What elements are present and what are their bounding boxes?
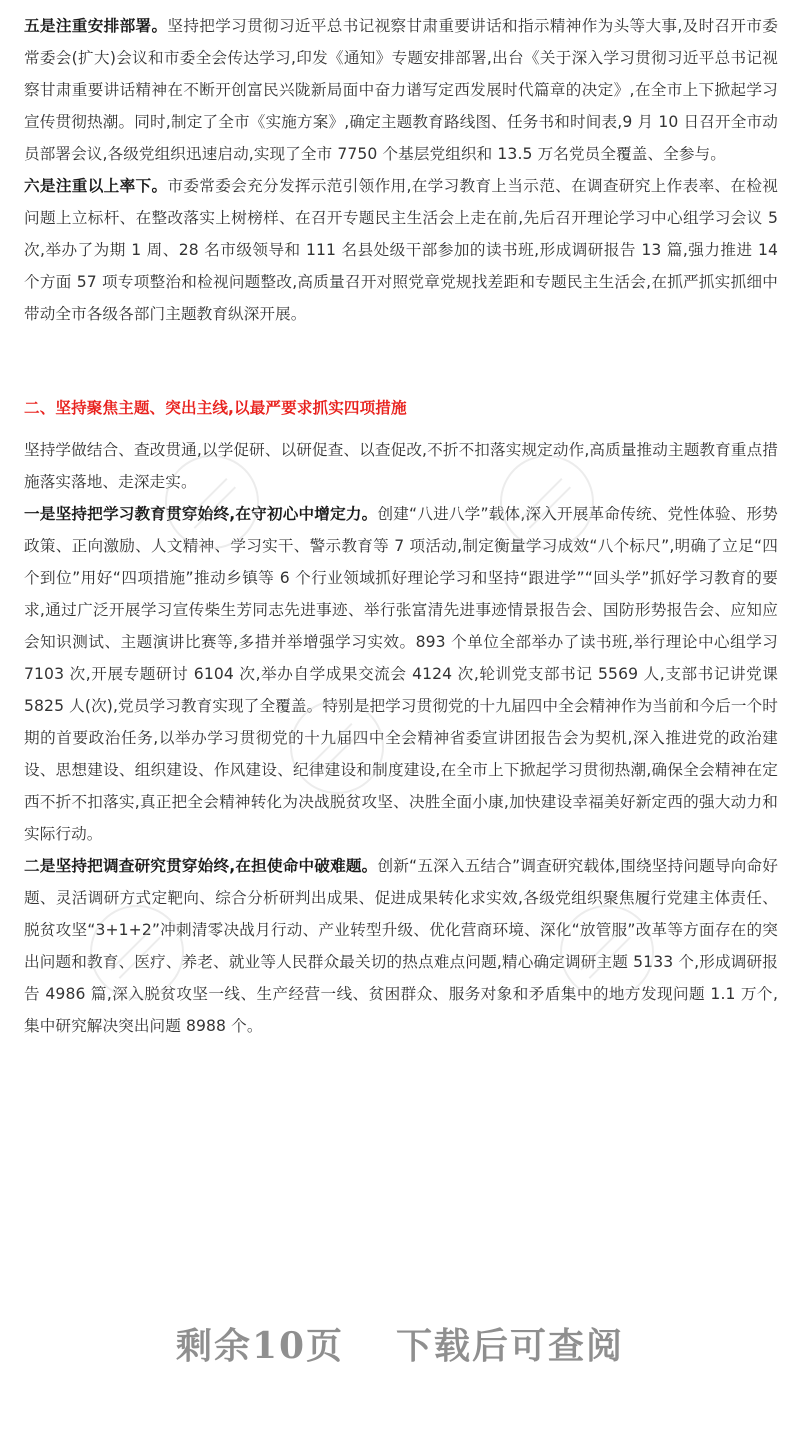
section-intro: 坚持学做结合、查改贯通,以学促研、以研促查、以查促改,不折不扣落实规定动作,高质量推动主题教育重点措施落实落地、走深走实。 (24, 441, 778, 491)
paragraph-text: 市委常委会充分发挥示范引领作用,在学习教育上当示范、在调查研究上作表率、在检视问题上立标杆、在整改落实上树榜样、在召开专题民主生活会上走在前,先后召开理论学习中心组学习会议 5 次,举办了为期 1 周、28 名市级领导和 111 名县处级干部参加的读书班,形成调研报告 13 篇,强力推进 14 个方面 57 项专项整治和检视问题整改,高质量召开对照党章党规找差距和专题民主生活会,在抓严抓实抓细中带动全市各级各部门主题教育纵深开展。 (24, 177, 779, 323)
paragraph-text: 创新“五深入五结合”调查研究载体,围绕坚持问题导向命好题、灵活调研方式定靶向、综合分析研判出成果、促进成果转化求实效,各级党组织聚焦履行党建主体责任、脱贫攻坚“3+1+2”冲刺清零决战月行动、产业转型升级、优化营商环境、深化“放管服”改革等方面存在的突出问题和教育、医疗、养老、就业等人民群众最关切的热点难点问题,精心确定调研主题 5133 个,形成调研报告 4986 篇,深入脱贫攻坚一线、生产经营一线、贫困群众、服务对象和矛盾集中的地方发现问题 1.1 万个,集中研究解决突出问题 8988 个。 (24, 857, 779, 1035)
paragraph-text: 坚持把学习贯彻习近平总书记视察甘肃重要讲话和指示精神作为头等大事,及时召开市委常委会(扩大)会议和市委全会传达学习,印发《通知》专题安排部署,出台《关于深入学习贯彻习近平总书记视察甘肃重要讲话精神在不断开创富民兴陇新局面中奋力谱写定西发展时代篇章的决定》,在全市上下掀起学习宣传贯彻热潮。同时,制定了全市《实施方案》,确定主题教育路线图、任务书和时间表,9 月 10 日召开全市动员部署会议,各级党组织迅速启动,实现了全市 7750 个基层党组织和 13.5 万名党员全覆盖、全参与。 (24, 17, 779, 163)
paragraph-item-6 (24, 170, 778, 330)
download-to-view-label: 下载后可查阅 (396, 1325, 625, 1367)
remaining-pages-label: 剩余10页 (175, 1325, 345, 1367)
paragraph-text: 创建“八进八学”载体,深入开展革命传统、党性体验、形势政策、正向激励、人文精神、学习实干、警示教育等 7 项活动,制定衡量学习成效“八个标尺”,明确了立足“四个到位”用好“四项措施”推动乡镇等 6 个行业领域抓好理论学习和坚持“跟进学”“回头学”抓好学习教育的要求,通过广泛开展学习宣传柴生芳同志先进事迹、举行张富清先进事迹情景报告会、国防形势报告会、应知应会知识测试、主题演讲比赛等,多措并举增强学习实效。893 个单位全部举办了读书班,举行理论中心组学习 7103 次,开展专题研讨 6104 次,举办自学成果交流会 4124 次,轮训党支部书记 5569 人,支部书记讲党课 5825 人(次),党员学习教育实现了全覆盖。特别是把学习贯彻党的十九届四中全会精神作为当前和今后一个时期的首要政治任务,以举办学习贯彻党的十九届四中全会精神省委宣讲团报告会为契机,深入推进党的政治建设、思想建设、组织建设、作风建设、纪律建设和制度建设,在全市上下掀起学习贯彻热潮,确保全会精神在定西不折不扣落实,真正把全会精神转化为决战脱贫攻坚、决胜全面小康,加快建设幸福美好新定西的强大动力和实际行动。 (24, 505, 778, 843)
paragraph-lead: 五是注重安排部署。 (24, 17, 168, 35)
download-prompt-banner[interactable] (0, 1318, 800, 1369)
paragraph-item-1 (24, 498, 778, 850)
paragraph-item-2 (24, 850, 778, 1042)
paragraph-lead: 一是坚持把学习教育贯穿始终,在守初心中增定力。 (24, 505, 378, 523)
section-heading: 二、坚持聚焦主题、突出主线,以最严要求抓实四项措施 (24, 399, 407, 417)
paragraph-lead: 六是注重以上率下。 (24, 177, 168, 195)
paragraph-lead: 二是坚持把调查研究贯穿始终,在担使命中破难题。 (24, 857, 378, 875)
document-body (24, 10, 778, 1042)
paragraph-item-5 (24, 10, 778, 170)
